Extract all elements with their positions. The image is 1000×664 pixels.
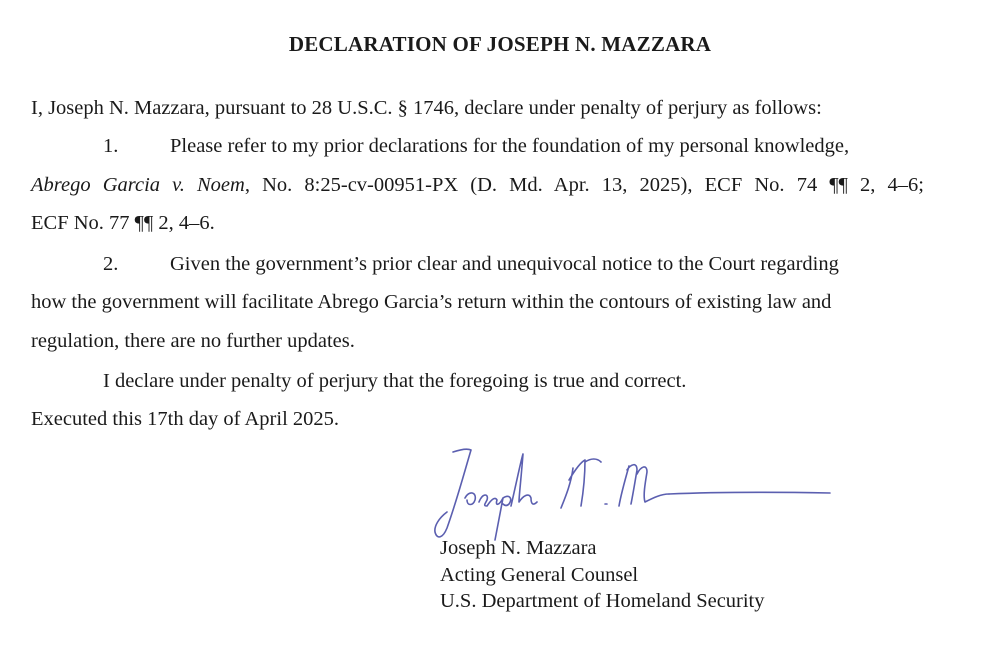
case-citation: , No. 8:25-cv-00951-PX (D. Md. Apr. 13, 2025), ECF No. 74 ¶¶ 2, 4–6; xyxy=(244,174,924,196)
paragraph-2-number: 2. xyxy=(103,253,119,275)
intro-text: I, Joseph N. Mazzara, pursuant to 28 U.S.C. § 1746, declare under penalty of perjury as follows: xyxy=(31,97,822,119)
paragraph-1-line-3: ECF No. 77 ¶¶ 2, 4–6. xyxy=(31,212,215,234)
closing-statement: I declare under penalty of perjury that the foregoing is true and correct. xyxy=(103,370,687,392)
signature-stroke-oseph xyxy=(465,454,537,540)
signature-stroke-j xyxy=(435,449,471,537)
paragraph-2-line-3: regulation, there are no further updates. xyxy=(31,330,355,352)
signer-position: Acting General Counsel xyxy=(440,563,639,586)
signature-stroke-flourish xyxy=(669,492,830,494)
paragraph-1-line-2 xyxy=(31,173,924,197)
signature-strokes xyxy=(435,449,830,540)
paragraph-1-line-1: Please refer to my prior declarations for the foundation of my personal knowledge, xyxy=(170,135,850,157)
signer-agency: U.S. Department of Homeland Security xyxy=(440,590,765,612)
signature-block xyxy=(440,535,765,615)
document-title: DECLARATION OF JOSEPH N. MAZZARA xyxy=(288,32,712,56)
paragraph-1-number: 1. xyxy=(103,135,119,157)
executed-date: Executed this 17th day of April 2025. xyxy=(31,408,340,430)
signature-stroke-n xyxy=(561,459,601,508)
signer-name: Joseph N. Mazzara xyxy=(440,537,597,559)
case-name: Abrego Garcia v. Noem xyxy=(31,174,245,196)
paragraph-2-line-1: Given the government’s prior clear and unequivocal notice to the Court regarding xyxy=(170,253,839,275)
signature-stroke-m xyxy=(619,465,669,506)
paragraph-2-line-2: how the government will facilitate Abrego Garcia’s return within the contours of existing law and xyxy=(31,291,832,313)
